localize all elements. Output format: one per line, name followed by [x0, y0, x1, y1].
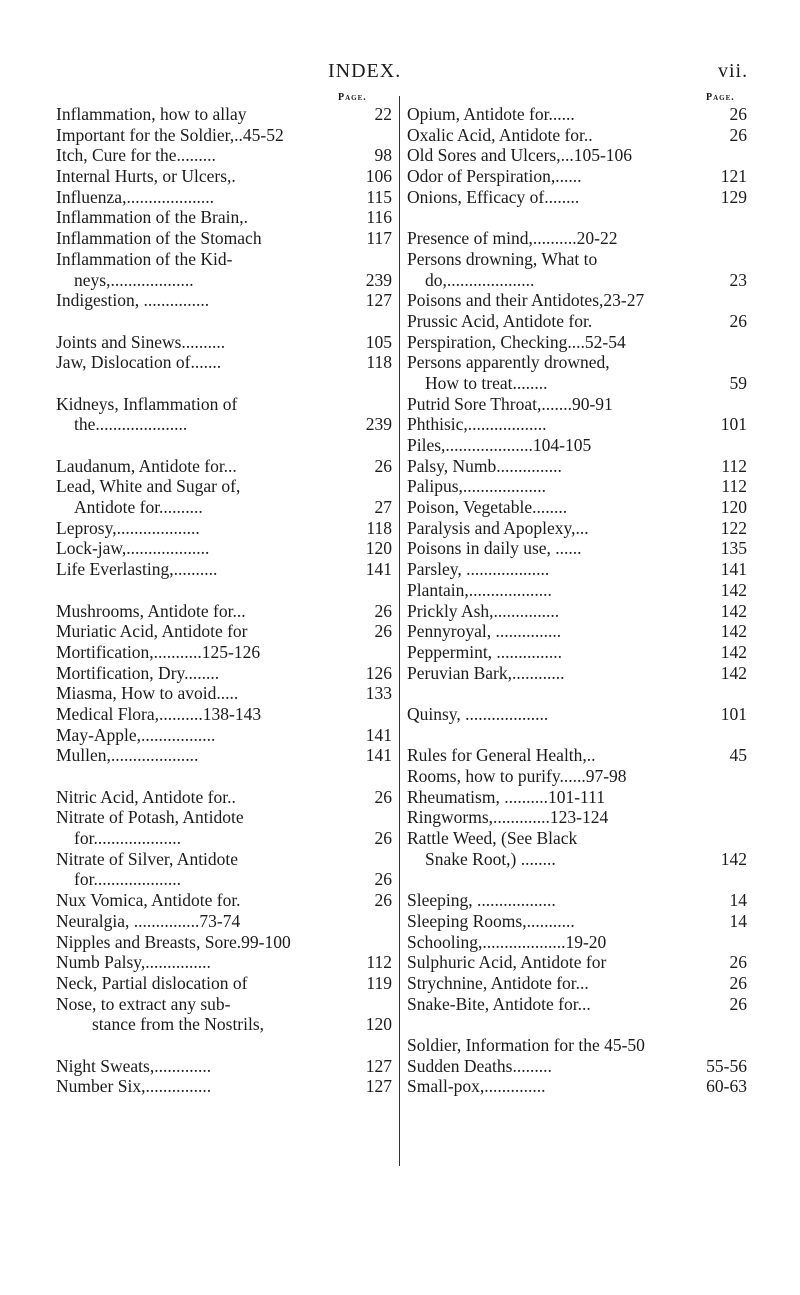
index-entry [407, 249, 747, 270]
index-entry-text: Plantain,................... [407, 579, 552, 600]
index-entry-page: 112 [721, 476, 747, 497]
page-header [0, 60, 800, 86]
index-entry-text: Mullen,.................... [56, 745, 199, 766]
index-entry [407, 952, 747, 973]
index-entry-text: Perspiration, Checking....52-54 [407, 331, 626, 352]
index-entry [56, 104, 392, 125]
index-entry-text: Nipples and Breasts, Sore.99-100 [56, 931, 291, 952]
index-entry-text: Inflammation of the Kid- [56, 248, 233, 269]
index-entry [56, 849, 392, 870]
index-entry-text: Mushrooms, Antidote for... [56, 600, 246, 621]
index-entry [407, 642, 747, 663]
index-entry [407, 476, 747, 497]
index-entry [407, 787, 747, 808]
index-entry [407, 290, 747, 311]
index-entry-text: Mortification,...........125-126 [56, 641, 261, 662]
index-entry-text: Strychnine, Antidote for... [407, 972, 589, 993]
index-entry [56, 228, 392, 249]
index-entry-page: 142 [720, 848, 747, 869]
index-entry [56, 207, 392, 228]
index-entry-page: 121 [720, 166, 747, 187]
index-entry-text: Putrid Sore Throat,.......90-91 [407, 393, 613, 414]
index-entry-page: 115 [366, 186, 392, 207]
index-entry-page: 105 [365, 331, 392, 352]
index-entry-page: 55-56 [706, 1055, 747, 1076]
index-entry-text: Jaw, Dislocation of....... [56, 352, 222, 373]
index-entry-text: Lock-jaw,................... [56, 538, 210, 559]
index-entry-page: 126 [365, 662, 392, 683]
index-entry [56, 125, 392, 146]
index-entry-page: 116 [366, 207, 392, 228]
index-entry-text: Poisons and their Antidotes,23-27 [407, 290, 645, 311]
index-entry [56, 994, 392, 1015]
index-entry-text: Indigestion, ............... [56, 290, 210, 311]
index-entry-text: Nux Vomica, Antidote for. [56, 890, 241, 911]
index-entry [56, 187, 392, 208]
index-entry [407, 104, 747, 125]
index-entry [407, 166, 747, 187]
index-entry [407, 518, 747, 539]
index-entry [56, 290, 392, 311]
index-entry-text: Pennyroyal, ............... [407, 621, 562, 642]
index-entry-page: 129 [720, 186, 747, 207]
index-entry-text: Oxalic Acid, Antidote for.. [407, 124, 593, 145]
index-entry-text: Phthisic,.................. [407, 414, 547, 435]
index-entry-text: Persons drowning, What to [407, 248, 598, 269]
left-index-column [56, 104, 392, 1097]
index-entry [407, 414, 747, 435]
index-entry [407, 497, 747, 518]
index-entry [407, 352, 747, 373]
column-divider [399, 96, 400, 1166]
index-entry-text: Medical Flora,..........138-143 [56, 703, 262, 724]
index-entry-text: Life Everlasting,.......... [56, 559, 218, 580]
index-entry [56, 642, 392, 663]
index-entry-page: 26 [729, 993, 747, 1014]
index-entry [407, 849, 747, 870]
index-entry [407, 994, 747, 1015]
index-entry [56, 663, 392, 684]
index-entry-page: 142 [720, 641, 747, 662]
index-entry-text: Rooms, how to purify......97-98 [407, 766, 627, 786]
index-entry-page: 26 [729, 124, 747, 145]
index-entry-text: Peppermint, ............... [407, 641, 563, 662]
index-entry-page: 26 [374, 600, 392, 621]
index-entry-text: Schooling,...................19-20 [407, 931, 607, 952]
index-entry-text: Persons apparently drowned, [407, 352, 610, 373]
index-entry-page: 141 [365, 559, 392, 580]
index-entry-text: Nose, to extract any sub- [56, 993, 231, 1014]
index-entry-text: neys,................... [74, 269, 194, 290]
index-entry-page: 142 [720, 621, 747, 642]
index-entry [56, 270, 392, 291]
index-entry [56, 683, 392, 704]
index-entry [407, 807, 747, 828]
index-entry-page: 122 [720, 517, 747, 538]
index-entry-page: 59 [729, 372, 747, 393]
index-entry [407, 766, 747, 787]
index-entry-page: 60-63 [706, 1076, 747, 1097]
index-entry [56, 704, 392, 725]
index-entry-text: Influenza,.................... [56, 186, 214, 207]
index-entry [407, 228, 747, 249]
index-entry-text: Paralysis and Apoplexy,... [407, 517, 589, 538]
page-number: vii. [718, 60, 749, 82]
index-entry-text: Sudden Deaths......... [407, 1055, 552, 1076]
index-entry-page: 26 [374, 786, 392, 807]
index-entry-text: Muriatic Acid, Antidote for [56, 621, 248, 642]
index-entry-text: Antidote for.......... [74, 497, 203, 518]
index-entry [407, 580, 747, 601]
index-entry-text: May-Apple,................. [56, 724, 216, 745]
index-entry [407, 973, 747, 994]
index-entry [407, 559, 747, 580]
index-entry-text: Rheumatism, ..........101-111 [407, 786, 605, 807]
index-entry [56, 973, 392, 994]
index-entry [56, 621, 392, 642]
index-entry-text: Piles,....................104-105 [407, 435, 592, 455]
left-column-heading: Page. [338, 92, 367, 103]
index-entry-text: Numb Palsy,............... [56, 952, 211, 973]
index-entry-text: Night Sweats,............. [56, 1055, 212, 1076]
index-entry-page: 133 [365, 683, 392, 704]
index-entry-page: 26 [729, 310, 747, 331]
index-entry [56, 952, 392, 973]
index-entry-text: Inflammation, how to allay [56, 104, 247, 124]
index-entry [56, 352, 392, 373]
index-entry-text: the..................... [74, 414, 188, 435]
index-entry [56, 745, 392, 766]
index-entry [56, 166, 392, 187]
index-entry-text: Presence of mind,..........20-22 [407, 228, 618, 249]
index-entry [56, 456, 392, 477]
index-entry [407, 1035, 747, 1056]
index-entry-text: Nitric Acid, Antidote for.. [56, 786, 236, 807]
index-entry-text: Poisons in daily use, ...... [407, 538, 582, 559]
index-entry-page: 142 [720, 600, 747, 621]
index-entry-text: Miasma, How to avoid..... [56, 683, 239, 704]
index-entry [56, 807, 392, 828]
index-entry-page: 141 [365, 745, 392, 766]
index-entry-page: 120 [720, 497, 747, 518]
right-column-heading: Page. [706, 92, 735, 103]
index-entry [407, 890, 747, 911]
index-entry-page: 26 [729, 952, 747, 973]
index-entry-page: 239 [365, 414, 392, 435]
index-entry-page: 119 [366, 972, 392, 993]
index-entry-text: Snake-Bite, Antidote for... [407, 993, 591, 1014]
index-entry-page: 27 [374, 497, 392, 518]
index-entry [56, 911, 392, 932]
index-entry-text: Ringworms,.............123-124 [407, 807, 609, 828]
index-entry [56, 1014, 392, 1035]
index-entry-text: stance from the Nostrils, [92, 1014, 265, 1035]
index-entry [407, 373, 747, 394]
index-entry [407, 332, 747, 353]
index-entry-text: Inflammation of the Stomach [56, 228, 262, 249]
index-entry-page: 14 [729, 910, 747, 931]
index-entry-text: Neck, Partial dislocation of [56, 972, 248, 993]
index-entry [56, 497, 392, 518]
index-entry-page: 135 [720, 538, 747, 559]
index-entry-page: 142 [720, 579, 747, 600]
index-entry [56, 787, 392, 808]
index-entry-page: 14 [729, 890, 747, 911]
index-entry-text: Palsy, Numb............... [407, 455, 562, 476]
index-entry [407, 145, 747, 166]
index-entry-text: Number Six,............... [56, 1076, 212, 1097]
index-entry-text: Opium, Antidote for...... [407, 104, 575, 124]
index-entry [56, 890, 392, 911]
index-entry [407, 828, 747, 849]
index-entry-text: Sulphuric Acid, Antidote for [407, 952, 607, 973]
index-entry-text: Onions, Efficacy of........ [407, 186, 580, 207]
index-entry [407, 456, 747, 477]
index-entry-page: 118 [366, 352, 392, 373]
index-entry-page: 101 [720, 703, 747, 724]
index-entry [56, 394, 392, 415]
index-entry-text: Internal Hurts, or Ulcers,. [56, 166, 236, 187]
index-entry-text: Palipus,................... [407, 476, 547, 497]
index-entry-text: Odor of Perspiration,...... [407, 166, 582, 187]
index-entry-page: 118 [366, 517, 392, 538]
index-entry [407, 1056, 747, 1077]
index-entry-page: 26 [374, 621, 392, 642]
index-entry-text: Mortification, Dry........ [56, 662, 220, 683]
index-entry [407, 601, 747, 622]
index-entry [56, 518, 392, 539]
index-entry [407, 538, 747, 559]
index-entry [407, 311, 747, 332]
index-entry [407, 663, 747, 684]
index-entry [56, 1076, 392, 1097]
index-entry-text: Old Sores and Ulcers,...105-106 [407, 145, 633, 166]
index-entry-page: 142 [720, 662, 747, 683]
index-entry [407, 187, 747, 208]
index-entry-text: Prussic Acid, Antidote for. [407, 310, 593, 331]
index-entry [407, 435, 747, 456]
index-entry-page: 26 [729, 104, 747, 124]
index-entry-page: 141 [720, 559, 747, 580]
index-entry [56, 538, 392, 559]
index-entry [407, 911, 747, 932]
index-entry [56, 559, 392, 580]
index-entry-text: How to treat........ [425, 372, 548, 393]
index-entry-text: Sleeping, .................. [407, 890, 556, 911]
index-entry-text: Laudanum, Antidote for... [56, 455, 237, 476]
index-entry-text: Nitrate of Potash, Antidote [56, 807, 244, 828]
index-entry-text: Kidneys, Inflammation of [56, 393, 238, 414]
index-entry-text: Parsley, ................... [407, 559, 550, 580]
index-entry [407, 394, 747, 415]
index-entry-page: 26 [374, 869, 392, 890]
index-entry-text: Peruvian Bark,............ [407, 662, 565, 683]
index-entry [407, 621, 747, 642]
index-entry [56, 249, 392, 270]
index-entry-page: 120 [365, 1014, 392, 1035]
index-entry-text: Important for the Soldier,..45-52 [56, 124, 284, 145]
index-entry-text: Rattle Weed, (See Black [407, 828, 578, 849]
index-entry-page: 22 [374, 104, 392, 124]
index-entry [407, 1076, 747, 1097]
index-entry-page: 106 [365, 166, 392, 187]
index-entry [407, 125, 747, 146]
page-title: INDEX. [328, 60, 402, 82]
index-entry-text: Soldier, Information for the 45-50 [407, 1034, 645, 1055]
right-index-column [407, 104, 747, 1097]
index-entry-text: for.................... [74, 828, 181, 849]
index-entry [56, 332, 392, 353]
index-entry [407, 745, 747, 766]
index-entry-page: 26 [374, 828, 392, 849]
index-entry-text: do,.................... [425, 269, 535, 290]
index-entry-text: Nitrate of Silver, Antidote [56, 848, 239, 869]
index-entry-page: 141 [365, 724, 392, 745]
index-entry [56, 145, 392, 166]
index-entry-text: Snake Root,) ........ [425, 848, 556, 869]
index-entry-text: Poison, Vegetable........ [407, 497, 568, 518]
index-entry-page: 45 [729, 745, 747, 766]
index-entry [56, 601, 392, 622]
index-entry [56, 1056, 392, 1077]
index-entry-page: 23 [729, 269, 747, 290]
index-entry-text: Leprosy,................... [56, 517, 200, 538]
index-entry-text: for.................... [74, 869, 181, 890]
index-entry-text: Quinsy, ................... [407, 703, 549, 724]
index-entry-page: 120 [365, 538, 392, 559]
index-entry [56, 725, 392, 746]
index-entry-text: Prickly Ash,............... [407, 600, 560, 621]
index-entry-text: Rules for General Health,.. [407, 745, 596, 766]
index-entry-text: Joints and Sinews.......... [56, 331, 226, 352]
index-entry-page: 112 [721, 455, 747, 476]
index-entry-text: Lead, White and Sugar of, [56, 476, 241, 497]
index-entry-page: 127 [365, 290, 392, 311]
index-entry-page: 239 [365, 269, 392, 290]
index-entry-page: 112 [366, 952, 392, 973]
index-entry-page: 117 [366, 228, 392, 249]
index-entry-page: 127 [365, 1076, 392, 1097]
index-entry [56, 932, 392, 953]
index-entry [56, 414, 392, 435]
index-entry [56, 476, 392, 497]
index-entry [407, 270, 747, 291]
index-entry-page: 26 [374, 455, 392, 476]
index-entry-page: 98 [374, 145, 392, 166]
index-entry [407, 704, 747, 725]
index-entry-page: 26 [729, 972, 747, 993]
index-entry-text: Small-pox,.............. [407, 1076, 546, 1097]
index-entry-text: Sleeping Rooms,........... [407, 910, 575, 931]
index-entry [56, 869, 392, 890]
index-entry-text: Inflammation of the Brain,. [56, 207, 248, 228]
index-entry-text: Neuralgia, ...............73-74 [56, 910, 241, 931]
index-entry [407, 932, 747, 953]
index-entry-page: 101 [720, 414, 747, 435]
index-entry-page: 127 [365, 1055, 392, 1076]
index-entry-page: 26 [374, 890, 392, 911]
index-entry [56, 828, 392, 849]
index-entry-text: Itch, Cure for the......... [56, 145, 216, 166]
